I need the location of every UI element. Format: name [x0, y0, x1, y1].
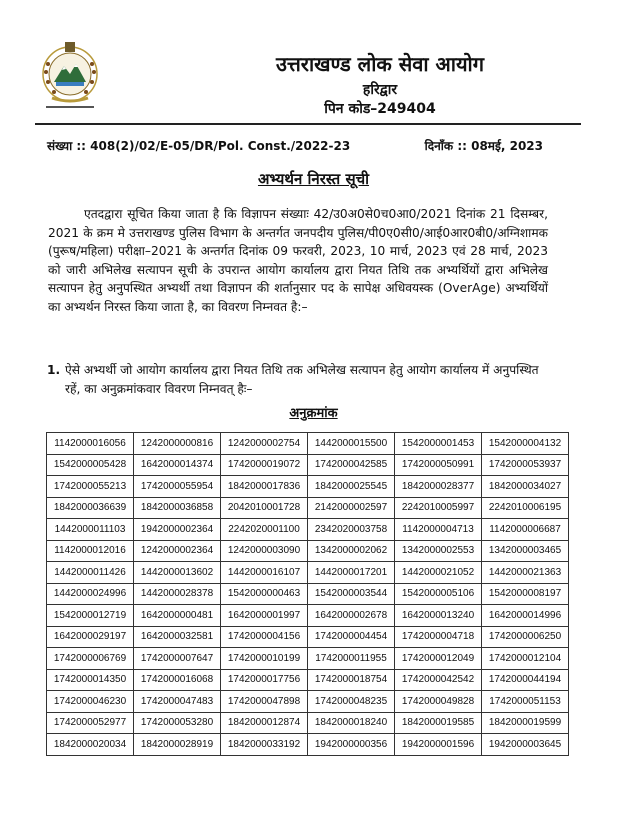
roll-number-cell: 1542000005106	[395, 583, 482, 605]
point-1-number: 1.	[47, 363, 61, 377]
point-1-text: ऐसे अभ्यर्थी जो आयोग कार्यालय द्वारा नियत तिथि तक अभिलेख सत्यापन हेतु आयोग कार्यालय में अनुपस्थित रहें, का अनुक्रमांकवार विवरण निम्नवत् हैः–	[65, 363, 539, 396]
roll-number-cell: 1842000036858	[134, 497, 221, 519]
roll-number-cell: 2242010006195	[482, 497, 569, 519]
roll-number-cell: 1442000021363	[482, 562, 569, 584]
roll-number-cell: 1142000012016	[47, 540, 134, 562]
roll-number-cell: 1142000006687	[482, 519, 569, 541]
roll-number-cell: 1742000019072	[221, 454, 308, 476]
table-row	[47, 605, 569, 627]
roll-number-cell: 1742000042585	[308, 454, 395, 476]
roll-number-cell: 1642000014996	[482, 605, 569, 627]
roll-number-cell: 1742000004454	[308, 626, 395, 648]
roll-number-cell: 1742000048235	[308, 691, 395, 713]
roll-number-cell: 1742000047483	[134, 691, 221, 713]
roll-number-table-body	[47, 433, 569, 756]
roll-number-cell: 1542000008197	[482, 583, 569, 605]
roll-number-cell: 1642000013240	[395, 605, 482, 627]
roll-number-cell: 1742000017756	[221, 669, 308, 691]
table-row	[47, 540, 569, 562]
roll-number-cell: 1242000000816	[134, 433, 221, 455]
roll-number-cell: 1742000052977	[47, 712, 134, 734]
roll-number-cell: 1742000053280	[134, 712, 221, 734]
roll-number-cell: 1742000044194	[482, 669, 569, 691]
roll-number-cell: 1242000002364	[134, 540, 221, 562]
table-row	[47, 648, 569, 670]
roll-number-cell: 1742000049828	[395, 691, 482, 713]
roll-number-cell: 2242010005997	[395, 497, 482, 519]
roll-number-cell: 1842000028919	[134, 734, 221, 756]
roll-number-heading: अनुक्रमांक	[289, 406, 338, 421]
reference-number: संख्या :: 408(2)/02/E-05/DR/Pol. Const./2022-23	[47, 139, 351, 153]
roll-number-cell: 1642000029197	[47, 626, 134, 648]
roll-number-cell: 1942000001596	[395, 734, 482, 756]
roll-number-cell: 1842000025545	[308, 476, 395, 498]
point-1	[47, 361, 557, 399]
roll-number-cell: 1742000018754	[308, 669, 395, 691]
table-row	[47, 476, 569, 498]
roll-number-cell: 1742000014350	[47, 669, 134, 691]
roll-number-cell: 1942000002364	[134, 519, 221, 541]
table-row	[47, 712, 569, 734]
roll-number-cell: 1542000005428	[47, 454, 134, 476]
roll-number-cell: 1742000011955	[308, 648, 395, 670]
roll-number-cell: 1542000000463	[221, 583, 308, 605]
organization-name: उत्तराखण्ड लोक सेवा आयोग	[276, 52, 484, 76]
roll-number-cell: 1642000014374	[134, 454, 221, 476]
table-row	[47, 691, 569, 713]
roll-number-cell: 1742000012049	[395, 648, 482, 670]
roll-number-cell: 2142000002597	[308, 497, 395, 519]
roll-number-cell: 1742000006250	[482, 626, 569, 648]
pin-code: पिन कोड–249404	[324, 101, 436, 117]
table-row	[47, 583, 569, 605]
roll-number-cell: 1442000021052	[395, 562, 482, 584]
roll-number-cell: 1442000013602	[134, 562, 221, 584]
roll-number-cell: 1542000012719	[47, 605, 134, 627]
roll-number-cell: 1542000001453	[395, 433, 482, 455]
roll-number-cell: 1842000019599	[482, 712, 569, 734]
roll-number-cell: 2042010001728	[221, 497, 308, 519]
roll-number-cell: 1242000003090	[221, 540, 308, 562]
roll-number-cell: 1742000046230	[47, 691, 134, 713]
roll-number-cell: 1742000051153	[482, 691, 569, 713]
roll-number-cell: 1942000003645	[482, 734, 569, 756]
notice-paragraph: एतदद्वारा सूचित किया जाता है कि विज्ञापन संख्याः 42/उ0अ0से0च0आ0/2021 दिनांक 21 दिसम्बर, 2021 के क्रम मे उत्तराखण्ड पुलिस विभाग के अन्तर्गत जनपदीय पुलिस/पी0ए0सी0/आई0आर0बी0/अग्निशामक (पुरूष/महिला) परीक्षा–2021 के अन्तर्गत दिनांक 09 फरवरी, 2023, 10 मार्च, 2023 एवं 28 मार्च, 2023 को जारी अभिलेख सत्यापन सूची के उपरान्त आयोग कार्यालय द्वारा नियत तिथि तक अभ्यर्थियों द्वारा अभिलेख सत्यापन हेतु अनुपस्थित अभ्यर्थी तथा विज्ञापन की शर्तानुसार पद के सापेक्ष अधिवयस्क (OverAge) अभ्यर्थियों का अभ्यर्थन निरस्त किया जाता है, का विवरण निम्नवत है:–	[48, 207, 548, 314]
table-row	[47, 497, 569, 519]
roll-number-cell: 2242020001100	[221, 519, 308, 541]
roll-number-cell: 1742000042542	[395, 669, 482, 691]
roll-number-cell: 1842000036639	[47, 497, 134, 519]
roll-number-cell: 1542000004132	[482, 433, 569, 455]
roll-number-cell: 1442000028378	[134, 583, 221, 605]
roll-number-table	[46, 432, 569, 756]
roll-number-cell: 1742000004156	[221, 626, 308, 648]
roll-number-cell: 2342020003758	[308, 519, 395, 541]
commission-emblem-logo	[38, 38, 102, 112]
roll-number-cell: 1742000004718	[395, 626, 482, 648]
roll-number-cell: 1342000002553	[395, 540, 482, 562]
table-row	[47, 734, 569, 756]
roll-number-cell: 1842000033192	[221, 734, 308, 756]
roll-number-cell: 1842000017836	[221, 476, 308, 498]
roll-number-cell: 1742000010199	[221, 648, 308, 670]
roll-number-cell: 1742000007647	[134, 648, 221, 670]
roll-number-cell: 1842000020034	[47, 734, 134, 756]
roll-number-cell: 1442000017201	[308, 562, 395, 584]
notice-date: दिनॉंक :: 08मई, 2023	[424, 139, 543, 153]
roll-number-cell: 1742000050991	[395, 454, 482, 476]
roll-number-cell: 1742000012104	[482, 648, 569, 670]
roll-number-cell: 1842000018240	[308, 712, 395, 734]
roll-number-cell: 1442000011426	[47, 562, 134, 584]
roll-number-cell: 1442000016107	[221, 562, 308, 584]
roll-number-cell: 1342000002062	[308, 540, 395, 562]
roll-number-cell: 1742000055213	[47, 476, 134, 498]
roll-number-cell: 1742000047898	[221, 691, 308, 713]
notice-title: अभ्यर्थन निरस्त सूची	[257, 170, 370, 188]
roll-number-cell: 1842000019585	[395, 712, 482, 734]
roll-number-cell: 1342000003465	[482, 540, 569, 562]
table-row	[47, 454, 569, 476]
roll-number-cell: 1642000032581	[134, 626, 221, 648]
roll-number-cell: 1642000002678	[308, 605, 395, 627]
roll-number-cell: 1842000034027	[482, 476, 569, 498]
roll-number-cell: 1942000000356	[308, 734, 395, 756]
roll-number-cell: 1742000053937	[482, 454, 569, 476]
table-row	[47, 626, 569, 648]
roll-number-cell: 1242000002754	[221, 433, 308, 455]
roll-number-cell: 1542000003544	[308, 583, 395, 605]
city-name: हरिद्वार	[362, 82, 398, 98]
roll-number-cell: 1142000016056	[47, 433, 134, 455]
roll-number-cell: 1442000015500	[308, 433, 395, 455]
roll-number-cell: 1842000028377	[395, 476, 482, 498]
roll-number-cell: 1142000004713	[395, 519, 482, 541]
table-row	[47, 433, 569, 455]
header-divider	[35, 123, 581, 125]
roll-number-cell: 1842000012874	[221, 712, 308, 734]
roll-number-cell: 1642000001997	[221, 605, 308, 627]
table-row	[47, 562, 569, 584]
roll-number-cell: 1642000000481	[134, 605, 221, 627]
roll-number-cell: 1742000006769	[47, 648, 134, 670]
roll-number-cell: 1742000055954	[134, 476, 221, 498]
roll-number-cell: 1442000011103	[47, 519, 134, 541]
table-row	[47, 669, 569, 691]
table-row	[47, 519, 569, 541]
roll-number-cell: 1742000016068	[134, 669, 221, 691]
roll-number-cell: 1442000024996	[47, 583, 134, 605]
